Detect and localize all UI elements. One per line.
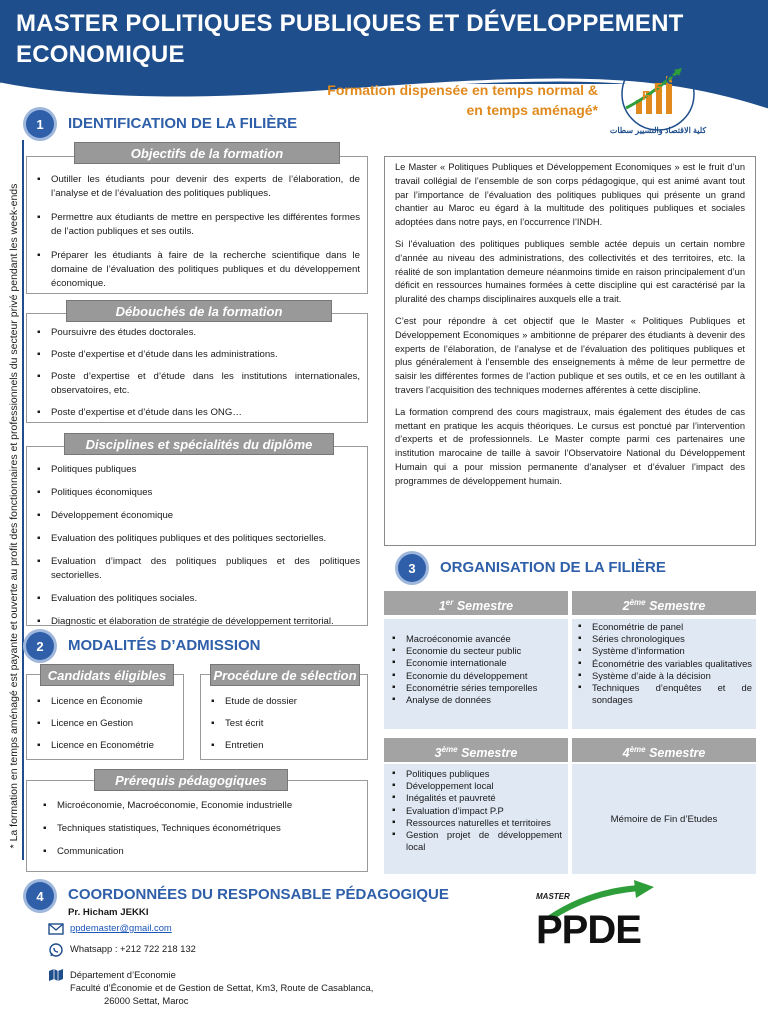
list-item: ▪ Licence en Gestion <box>35 717 181 731</box>
selection-procedure-heading: Procédure de sélection <box>210 664 360 686</box>
prerequisites-heading: Prérequis pédagogiques <box>94 769 288 791</box>
semester-1-heading: 1er Semestre <box>384 591 568 615</box>
ppde-logo <box>530 878 670 958</box>
whatsapp-number: Whatsapp : +212 722 218 132 <box>70 943 196 954</box>
list-item: ▪ Evaluation des politiques publiques et des politiques sectorielles. <box>35 532 360 546</box>
list-item: ▪ Microéconomie, Macroéconomie, Economie industrielle <box>41 799 361 813</box>
list-item: ▪ Développement économique <box>35 509 360 523</box>
list-item: ▪ Préparer les étudiants à faire de la recherche scientifique dans le domaine de l’évaluation des politiques publiques et du développement économique. <box>35 249 360 291</box>
semester-1-body <box>384 619 568 729</box>
list-item: ▪ Séries chronologiques <box>576 633 752 645</box>
objectives-box <box>26 156 368 294</box>
contact-whatsapp-row <box>48 943 196 957</box>
list-item: ▪ Poste d’expertise et d’étude dans les administrations. <box>35 348 360 362</box>
list-item: ▪ Test écrit <box>209 717 363 731</box>
section-title: COORDONNÉES DU RESPONSABLE PÉDAGOGIQUE <box>68 886 449 903</box>
ppde-logo-main: PPDE <box>536 908 641 952</box>
feg-logo-letters: F E G <box>642 72 677 103</box>
eligible-candidates-heading: Candidats éligibles <box>40 664 174 686</box>
section-title: MODALITÉS D’ADMISSION <box>68 637 261 654</box>
section-number-badge: 1 <box>26 110 54 138</box>
list-item: ▪ Econométrie séries temporelles <box>390 682 562 694</box>
outcomes-heading: Débouchés de la formation <box>66 300 332 322</box>
list-item: ▪ Licence en Économie <box>35 695 181 709</box>
list-item: ▪ Poste d’expertise et d’étude dans les institutions internationales, observatoires, etc. <box>35 370 360 398</box>
semester-3-heading: 3ème Semestre <box>384 738 568 762</box>
list-item: ▪ Ressources naturelles et territoires <box>390 817 562 829</box>
objectives-heading: Objectifs de la formation <box>74 142 340 164</box>
contact-name: Pr. Hicham JEKKI <box>68 907 149 918</box>
email-icon <box>48 922 64 936</box>
disciplines-heading: Disciplines et spécialités du diplôme <box>64 433 334 455</box>
list-item: ▪ Politiques publiques <box>390 768 562 780</box>
description-paragraph: La formation comprend des cours magistraux, mais également des études de cas mettant en pratique les acquis théoriques. Le cursus est ponctué par l’intervention d’experts et de professionnels. Le Master compte parmi ces partenaires une institution marocaine de taille à savoir l’Observatoire National du Développement Humain qui a pour mission permanente d’analyser et d’évaluer l’impact des programmes de développement humain. <box>395 406 745 486</box>
list-item: ▪ Economie du développement <box>390 670 562 682</box>
outcomes-box <box>26 313 368 423</box>
list-item: ▪ Diagnostic et élaboration de stratégie de développement territorial. <box>35 615 360 629</box>
list-item: ▪ Outiller les étudiants pour devenir des experts de l’élaboration, de l’analyse et de l’évaluation des politiques publiques. <box>35 173 360 201</box>
list-item: ▪ Système d’aide à la décision <box>576 670 752 682</box>
list-item: ▪ Evaluation d’impact des politiques publiques et des politiques sectorielles. <box>35 555 360 583</box>
feg-logo-arabic: كلية الاقتصاد والتسيير سطات <box>609 126 707 135</box>
list-item: ▪ Licence en Econométrie <box>35 739 181 753</box>
description-paragraph: Le Master « Politiques Publiques et Développement Economiques » est le fruit d’un travail collégial de l’ensemble de son corps pédagogique, qui est animé avant tout par l’importance de l’évaluation des politiques publiques qui présente un grand chantier au Maroc eu égard à la multitude des politiques publiques et sociales adoptées dans notre pays, en l’occurrence l’INDH. <box>395 162 745 228</box>
list-item: ▪ Etude de dossier <box>209 695 363 709</box>
list-item: ▪ Analyse de données <box>390 694 562 706</box>
address-block: Département d’Economie Faculté d’Économie et de Gestion de Settat, Km3, Route de Casablanca, 26000 Settat, Maroc <box>70 969 374 1006</box>
semester-2-body <box>572 619 756 729</box>
location-map-icon <box>48 968 64 982</box>
list-item: ▪ Politiques économiques <box>35 486 360 500</box>
list-item: ▪ Inégalités et pauvreté <box>390 792 562 804</box>
contact-address-row <box>48 968 373 1007</box>
side-divider <box>22 140 24 860</box>
page-subtitle: Formation dispensée en temps normal & en temps aménagé* <box>327 82 598 118</box>
semester-2-heading: 2ème Semestre <box>572 591 756 615</box>
list-item: ▪ Evaluation des politiques sociales. <box>35 592 360 606</box>
list-item: ▪ Economie du secteur public <box>390 645 562 657</box>
description-box <box>384 156 756 546</box>
disciplines-box <box>26 446 368 626</box>
list-item: ▪ Econométrie de panel <box>576 621 752 633</box>
semester-4-body <box>572 764 756 874</box>
list-item: ▪ Techniques d’enquêtes et de sondages <box>576 682 752 706</box>
list-item: ▪ Communication <box>41 845 361 859</box>
description-paragraph: C’est pour répondre à cet objectif que le Master « Politiques Publiques et Développement Economiques » ambitionne de préparer des étudiants à devenir des experts de l’élaboration, de l’analyse et de l’évaluation des politiques publiques et plus généralement à l’ensemble des enseignements à même de leur permettre de saisir les différentes formes de l’action publique et ses outils, et ce en les outillant à travers l’acquisition des techniques modernes afférentes à cette discipline. <box>395 315 745 395</box>
semester-4-heading: 4ème Semestre <box>572 738 756 762</box>
list-item: ▪ Macroéconomie avancée <box>390 633 562 645</box>
list-item: ▪ Système d’information <box>576 645 752 657</box>
list-item: ▪ Économétrie des variables qualitatives <box>576 658 752 670</box>
list-item: ▪ Permettre aux étudiants de mettre en perspective les différentes formes de l’action publiques et ses outils. <box>35 211 360 239</box>
list-item: ▪ Techniques statistiques, Techniques économétriques <box>41 822 361 836</box>
whatsapp-icon <box>48 943 64 957</box>
section-number-badge: 3 <box>398 554 426 582</box>
ppde-logo-top: MASTER <box>536 892 570 901</box>
list-item: ▪ Evaluation d’impact P.P <box>390 805 562 817</box>
list-item: ▪ Entretien <box>209 739 363 753</box>
side-note: * La formation en temps aménagé est payante et ouverte au profit des fonctionnaires et professionnels du secteur privé pendant les week-ends <box>8 183 20 849</box>
description-paragraph: Si l’évaluation des politiques publiques semble actée depuis un certain nombre d’année au niveau des administrations, des collectivités et des territoires, etc. la réalité de son implantation demeure néanmoins timide en raison principalement d’un déficit en ressources humaines formées à cette discipline qui est caractérisé par la pluralité des champs disciplinaires auxquels elle a trait. <box>395 238 745 305</box>
section-number-badge: 4 <box>26 882 54 910</box>
semester-3-body <box>384 764 568 874</box>
list-item: ▪ Politiques publiques <box>35 463 360 477</box>
prerequisites-box <box>26 780 368 872</box>
contact-email-row <box>48 922 172 936</box>
section-number-badge: 2 <box>26 632 54 660</box>
email-link[interactable]: ppdemaster@gmail.com <box>70 922 172 933</box>
list-item: ▪ Poursuivre des études doctorales. <box>35 326 360 340</box>
section-title: ORGANISATION DE LA FILIÈRE <box>440 559 666 576</box>
list-item: ▪ Gestion projet de développement local <box>390 829 562 853</box>
page-title: MASTER POLITIQUES PUBLIQUES ET DÉVELOPPEMENT ECONOMIQUE <box>16 10 684 68</box>
section-title: IDENTIFICATION DE LA FILIÈRE <box>68 115 298 132</box>
list-item: ▪ Développement local <box>390 780 562 792</box>
list-item: ▪ Poste d’expertise et d’étude dans les ONG… <box>35 406 360 420</box>
list-item: ▪ Economie internationale <box>390 657 562 669</box>
thesis-label: Mémoire de Fin d’Etudes <box>610 813 718 825</box>
